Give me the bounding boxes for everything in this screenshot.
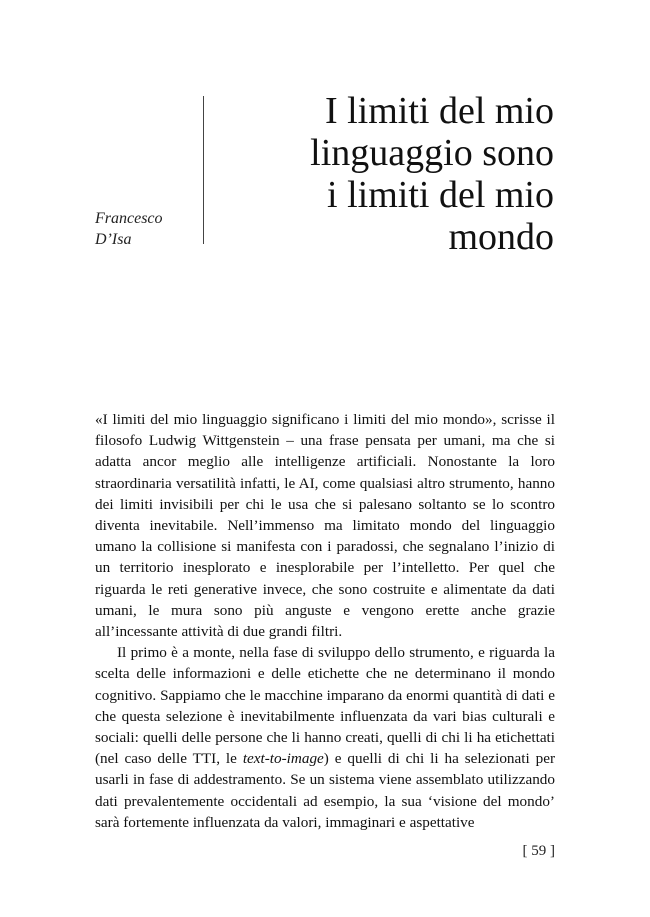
title-line: I limiti del mio	[324, 90, 554, 132]
author-name	[95, 208, 163, 250]
author-first-name: Francesco	[95, 210, 163, 227]
body-text	[95, 409, 555, 833]
vertical-divider	[203, 96, 204, 244]
chapter-title	[234, 90, 554, 258]
title-line: linguaggio sono	[310, 132, 554, 174]
title-line: i limiti del mio	[327, 174, 554, 216]
paragraph-1: «I limiti del mio linguaggio significano i limiti del mio mondo», scrisse il filosofo Ludwig Wittgenstein – una frase pensata per umani, ma che si adatta ancor meglio alle intelligenze artificiali. Nonostante la loro straordinaria versatilità infatti, le AI, come qualsiasi altro strumento, hanno dei limiti invisibili per chi le usa che si palesano soltanto se lo scontro diventa inevitabile. Nell’immenso ma limitato mondo del linguaggio umano la collisione si manifesta con i paradossi, che segnalano l’inizio di un territorio inesplorato e inesplorabile per l’intelletto. Per quel che riguarda le reti generative invece, che sono costruite e alimentate da dati umani, le mura sono più anguste e vengono erette anche grazie all’incessante attività di due grandi filtri.	[95, 411, 555, 641]
page-number: [ 59 ]	[522, 843, 555, 859]
paragraph-2-text-cont: ) e quelli di chi li ha selezionati per usarli in fase di addestramento. Se un sistema viene assemblato utilizzando dati prevalentemente occidentali ad esempio, la sua ‘visione del mondo’ sarà fortemente influenzata da valori, immaginari e aspettative	[95, 750, 555, 831]
italic-term: text-to-image	[242, 750, 324, 768]
paragraph-2	[95, 642, 555, 833]
author-last-name: D’Isa	[95, 231, 132, 248]
paragraph-2-text: Il primo è a monte, nella fase di sviluppo dello strumento, e riguarda la scelta delle informazioni e delle etichette che ne determinano il mondo cognitivo. Sappiamo che le macchine imparano da enormi quantità di dati e che questa selezione è inevitabilmente influenzata da vari bias culturali e sociali: quelli delle persone che li hanno creati, quelli di chi li ha etichettati (nel caso delle TTI, le	[95, 644, 555, 768]
title-line: mondo	[448, 216, 554, 258]
